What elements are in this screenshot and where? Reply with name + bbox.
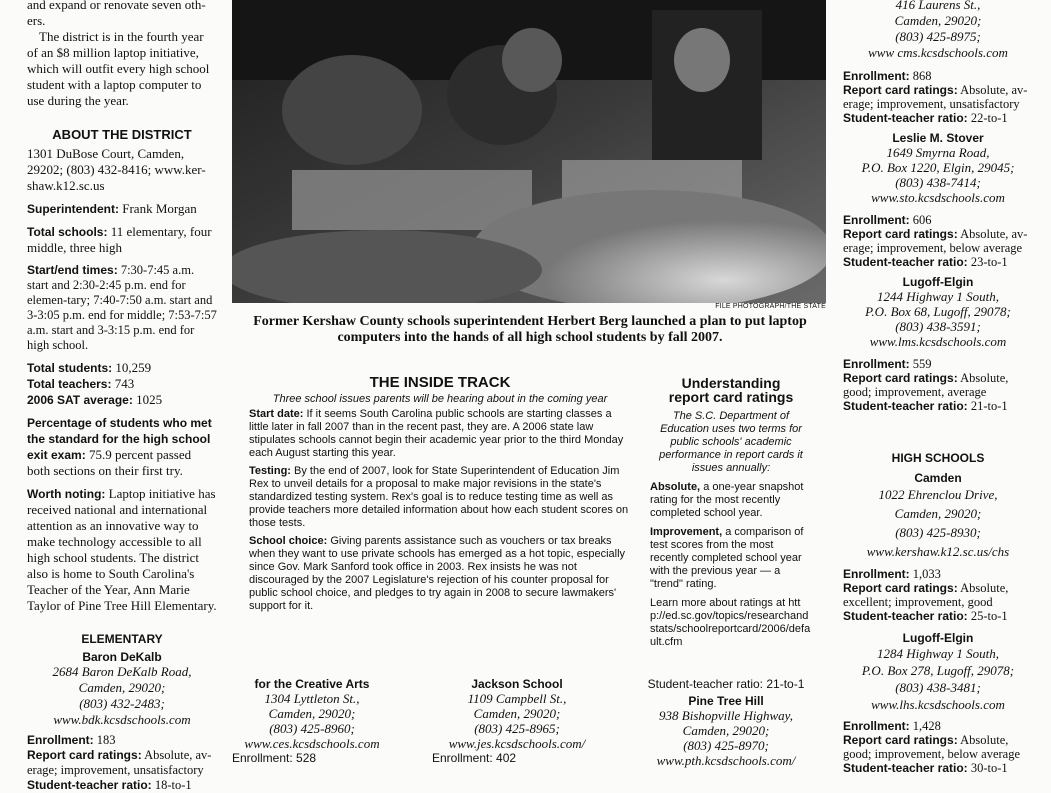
pine-tree-entry: Student-teacher ratio: 21-to-1 Pine Tree Hill 938 Bishopville Highway, Camden, 29020; (803) 425-8970; www.pth.kcsdschools.com/ xyxy=(647,677,805,768)
camden-high-stats: Enrollment: 1,033 Report card ratings: Absolute, excellent; improvement, good Student-teacher ratio: 25-to-1 xyxy=(843,567,1009,623)
ratings-intro: The S.C. Department of Education uses two terms for public schools' academic performance in report cards it issues annually: xyxy=(659,410,803,474)
schools-column xyxy=(843,0,1033,775)
inside-track-heading: THE INSIDE TRACK xyxy=(369,374,511,391)
worth-noting: Worth noting: Laptop initiative has received national and international attention as an innovative way to make technology accessible to all high school students. The district also is home to South Carolina's Teacher of the Year, Ann Marie Taylor of Pine Tree Hill Elementary. xyxy=(27,486,217,613)
baron-dekalb-address: 2684 Baron DeKalb Road, Camden, 29020; (803) 432-2483; www.bdk.kcsdschools.com xyxy=(52,664,192,727)
improvement-definition: Improvement, a comparison of test scores from the most recently completed school year with the previous year — a "trend" rating. xyxy=(650,526,804,590)
stover-stats: Enrollment: 606 Report card ratings: Absolute, av-erage; improvement, below average Student-teacher ratio: 23-to-1 xyxy=(843,213,1028,269)
cms-address: 416 Laurens St., Camden, 29020; (803) 425-8975; www cms.kcsdschools.com xyxy=(868,0,1008,60)
classroom-photo-image xyxy=(232,0,826,303)
district-stats: Total students: 10,259 Total teachers: 743 2006 SAT average: 1025 xyxy=(27,360,163,407)
camden-high-name: Camden xyxy=(914,471,962,485)
laptop-paragraph: The district is in the fourth year of an $8 million laptop initiative, which will outfit every high school student with a laptop computer to use during the year. xyxy=(27,29,210,108)
start-date-item: Start date: If it seems South Carolina public schools are starting classes a little later in fall 2007 than in the recent past, they are. A 2006 state law stipulates schools cannot begin their academic year prior to the third Monday each August starting this year. xyxy=(249,408,624,459)
lugoff-middle-address: 1244 Highway 1 South, P.O. Box 68, Lugoff, 29078; (803) 438-3591; www.lms.kcsdschools.com xyxy=(865,289,1011,349)
jackson-entry: Jackson School 1109 Campbell St., Camden, 29020; (803) 425-8965; www.jes.kcsdschools.com/ Enrollment: 402 xyxy=(432,677,586,765)
absolute-definition: Absolute, a one-year snapshot rating for the most recently completed school year. xyxy=(650,481,804,519)
stover-name: Leslie M. Stover xyxy=(892,131,984,145)
lugoff-high-name: Lugoff-Elgin xyxy=(902,631,974,645)
photo-caption: Former Kershaw County schools superintendent Herbert Berg launched a plan to put laptop computers into the hands of all high school students by fall 2007. xyxy=(253,314,807,345)
classroom-photo xyxy=(232,0,826,303)
start-end-times: Start/end times: 7:30-7:45 a.m. start and 2:30-2:45 p.m. end for elemen-tary; 7:40-7:50 a.m. start and 3-3:05 p.m. end for middle; 7:53-7:57 a.m. start and 3-3:15 p.m. end for high school. xyxy=(27,263,217,352)
cms-stats: Enrollment: 868 Report card ratings: Absolute, av-erage; improvement, unsatisfactory Student-teacher ratio: 22-to-1 xyxy=(843,69,1028,125)
lugoff-high-stats: Enrollment: 1,428 Report card ratings: Absolute, good; improvement, below average Student-teacher ratio: 30-to-1 xyxy=(843,719,1021,775)
lugoff-high-address: 1284 Highway 1 South, P.O. Box 278, Lugoff, 29078; (803) 438-3481; www.lhs.kcsdschools.com xyxy=(861,646,1015,712)
about-district-heading: ABOUT THE DISTRICT xyxy=(52,127,192,142)
intro-tail: and expand or renovate seven oth- ers. xyxy=(27,0,206,28)
stover-address: 1649 Smyrna Road, P.O. Box 1220, Elgin, 29045; (803) 438-7414; www.sto.kcsdschools.com xyxy=(861,145,1015,205)
photo-credit: FILE PHOTOGRAPH/THE STATE xyxy=(715,303,826,310)
testing-item: Testing: By the end of 2007, look for State Superintendent of Education Jim Rex to unveil details for a proposal to make major revisions in the state's standardized testing system. Rex's goal is to reduce testing time as well as provide teachers more detailed information about how each student scores on those tests. xyxy=(249,465,629,529)
baron-dekalb-stats: Enrollment: 183 Report card ratings: Absolute, av-erage; improvement, unsatisfactory Student-teacher ratio: 18-to-1 xyxy=(27,733,212,792)
inside-track-deck: Three school issues parents will be hearing about in the coming year xyxy=(272,393,608,405)
district-column xyxy=(27,0,217,793)
ratings-more: Learn more about ratings at http://ed.sc.gov/topics/researchandstats/schoolreportcard/2006/default.cfm xyxy=(650,597,811,648)
baron-dekalb-name: Baron DeKalb xyxy=(82,650,162,664)
school-choice-item: School choice: Giving parents assistance such as vouchers or tax breaks when they want to use private schools has emerged as a hot topic, especially since Gov. Mark Sanford took office in 2003. Rex insists he was not discouraged by the 2007 Legislature's rejection of his counter proposal for public school choice, and pledges to try again in 2008 to secure lawmakers' support for it. xyxy=(249,535,626,612)
ratings-heading: Understanding report card ratings xyxy=(668,375,794,405)
total-schools: Total schools: 11 elementary, four middle, three high xyxy=(27,224,212,255)
high-schools-heading: HIGH SCHOOLS xyxy=(891,451,985,465)
district-address: 1301 DuBose Court, Camden, 29202; (803) 432-8416; www.ker-shaw.k12.sc.us xyxy=(27,146,206,193)
elementary-heading: ELEMENTARY xyxy=(81,632,163,646)
ratings-sidebar xyxy=(650,376,812,649)
lugoff-middle-name: Lugoff-Elgin xyxy=(902,275,974,289)
creative-arts-entry: for the Creative Arts 1304 Lyttleton St., Camden, 29020; (803) 425-8960; www.ces.kcsdschools.com Enrollment: 528 xyxy=(232,677,380,765)
inside-track xyxy=(249,374,631,613)
exit-exam: Percentage of students who met the standard for the high school exit exam: 75.9 percent passed both sections on their first try. xyxy=(27,416,212,478)
lugoff-middle-stats: Enrollment: 559 Report card ratings: Absolute, good; improvement, average Student-teacher ratio: 21-to-1 xyxy=(843,357,1009,413)
superintendent: Superintendent: Frank Morgan xyxy=(27,201,197,216)
camden-high-address: 1022 Ehrenclou Drive, Camden, 29020; (803) 425-8930; www.kershaw.k12.sc.us/chs xyxy=(866,487,1010,559)
